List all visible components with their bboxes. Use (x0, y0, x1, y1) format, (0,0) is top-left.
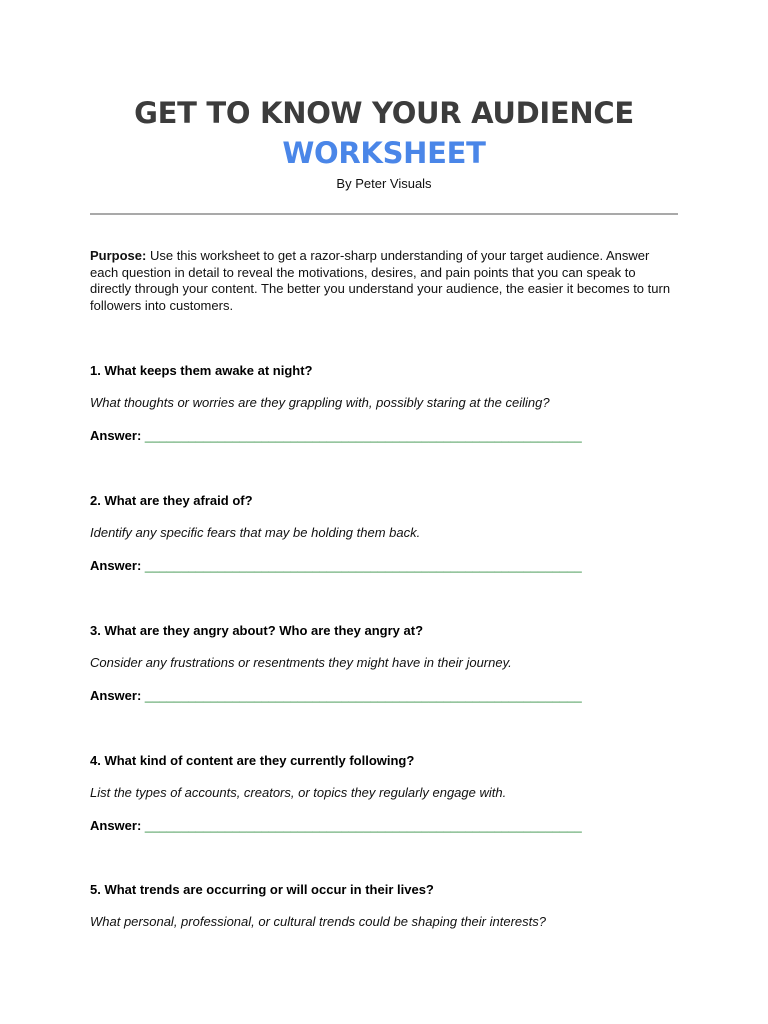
answer-field[interactable] (90, 818, 690, 834)
question-title: 5. What trends are occurring or will occur in their lives? (90, 882, 434, 897)
question-hint: Consider any frustrations or resentments they might have in their journey. (90, 655, 512, 670)
purpose-text: Use this worksheet to get a razor-sharp understanding of your target audience. Answer each question in detail to reveal the motivations, desires, and pain points that you can speak to directly through your content. The better you understand your audience, the easier it becomes to turn followers into customers. (90, 248, 671, 313)
answer-label: Answer: (90, 818, 142, 833)
answer-label: Answer: (90, 428, 142, 443)
question-title: 2. What are they afraid of? (90, 493, 253, 508)
answer-label: Answer: (90, 558, 142, 573)
author-byline: By Peter Visuals (336, 176, 432, 191)
answer-field[interactable] (90, 688, 690, 704)
purpose-label: Purpose: (90, 248, 147, 263)
question-4 (90, 753, 690, 834)
question-2 (90, 493, 690, 574)
header-divider (90, 213, 678, 215)
answer-line[interactable]: ____________________________________________________________ (144, 688, 582, 703)
question-1 (90, 363, 690, 444)
question-hint: What personal, professional, or cultural trends could be shaping their interests? (90, 914, 546, 929)
question-title: 4. What kind of content are they currently following? (90, 753, 415, 768)
answer-line[interactable]: ____________________________________________________________ (144, 558, 582, 573)
answer-line[interactable]: ____________________________________________________________ (144, 818, 582, 833)
answer-field[interactable] (90, 558, 690, 574)
purpose-paragraph (90, 248, 680, 314)
question-hint: What thoughts or worries are they grappling with, possibly staring at the ceiling? (90, 395, 550, 410)
question-title: 1. What keeps them awake at night? (90, 363, 313, 378)
question-3 (90, 623, 690, 704)
answer-line[interactable]: ____________________________________________________________ (144, 428, 582, 443)
page-subtitle: WORKSHEET (282, 136, 486, 170)
page-title: GET TO KNOW YOUR AUDIENCE (134, 96, 634, 130)
question-hint: Identify any specific fears that may be holding them back. (90, 525, 421, 540)
question-hint: List the types of accounts, creators, or topics they regularly engage with. (90, 785, 507, 800)
question-5 (90, 882, 690, 930)
answer-label: Answer: (90, 688, 142, 703)
question-title: 3. What are they angry about? Who are they angry at? (90, 623, 424, 638)
answer-field[interactable] (90, 428, 690, 444)
